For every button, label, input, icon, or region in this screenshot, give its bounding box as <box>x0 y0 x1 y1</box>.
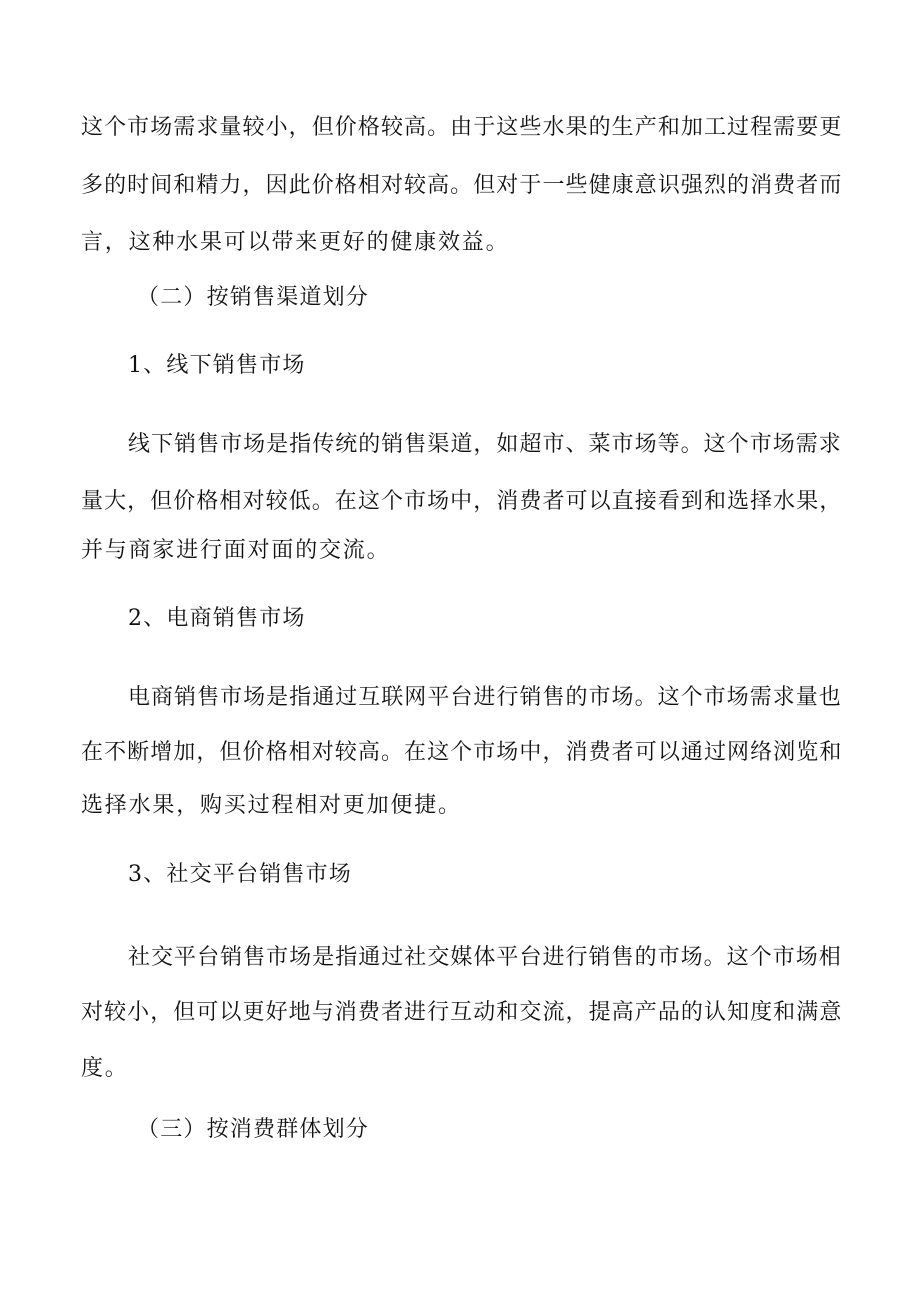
paragraph-line: 线下销售市场是指传统的销售渠道，如超市、菜市场等。这个市场需求 <box>128 432 842 457</box>
paragraph-line: 对较小，但可以更好地与消费者进行互动和交流，提高产品的认知度和满意 <box>81 1000 843 1025</box>
section-heading-by-consumer-group: （三）按消费群体划分 <box>137 1117 370 1142</box>
paragraph-line: 电商销售市场是指通过互联网平台进行销售的市场。这个市场需求量也 <box>128 685 842 710</box>
paragraph-line: 度。 <box>81 1056 129 1081</box>
subheading-social-market: 3、社交平台销售市场 <box>128 862 352 887</box>
paragraph-line: 社交平台销售市场是指通过社交媒体平台进行销售的市场。这个市场相 <box>128 945 842 970</box>
subheading-ecommerce-market: 2、电商销售市场 <box>128 606 306 631</box>
subheading-offline-market: 1、线下销售市场 <box>128 353 306 378</box>
paragraph-line: 在不断增加，但价格相对较高。在这个市场中，消费者可以通过网络浏览和 <box>81 740 843 765</box>
paragraph-line: 量大，但价格相对较低。在这个市场中，消费者可以直接看到和选择水果， <box>81 489 843 514</box>
paragraph-line: 言，这种水果可以带来更好的健康效益。 <box>81 230 510 255</box>
paragraph-line: 选择水果，购买过程相对更加便捷。 <box>81 793 462 818</box>
section-heading-by-sales-channel: （二）按销售渠道划分 <box>137 285 370 310</box>
paragraph-line: 多的时间和精力，因此价格相对较高。但对于一些健康意识强烈的消费者而 <box>81 173 843 198</box>
paragraph-line: 并与商家进行面对面的交流。 <box>81 538 391 563</box>
paragraph-line: 这个市场需求量较小，但价格较高。由于这些水果的生产和加工过程需要更 <box>81 115 843 140</box>
